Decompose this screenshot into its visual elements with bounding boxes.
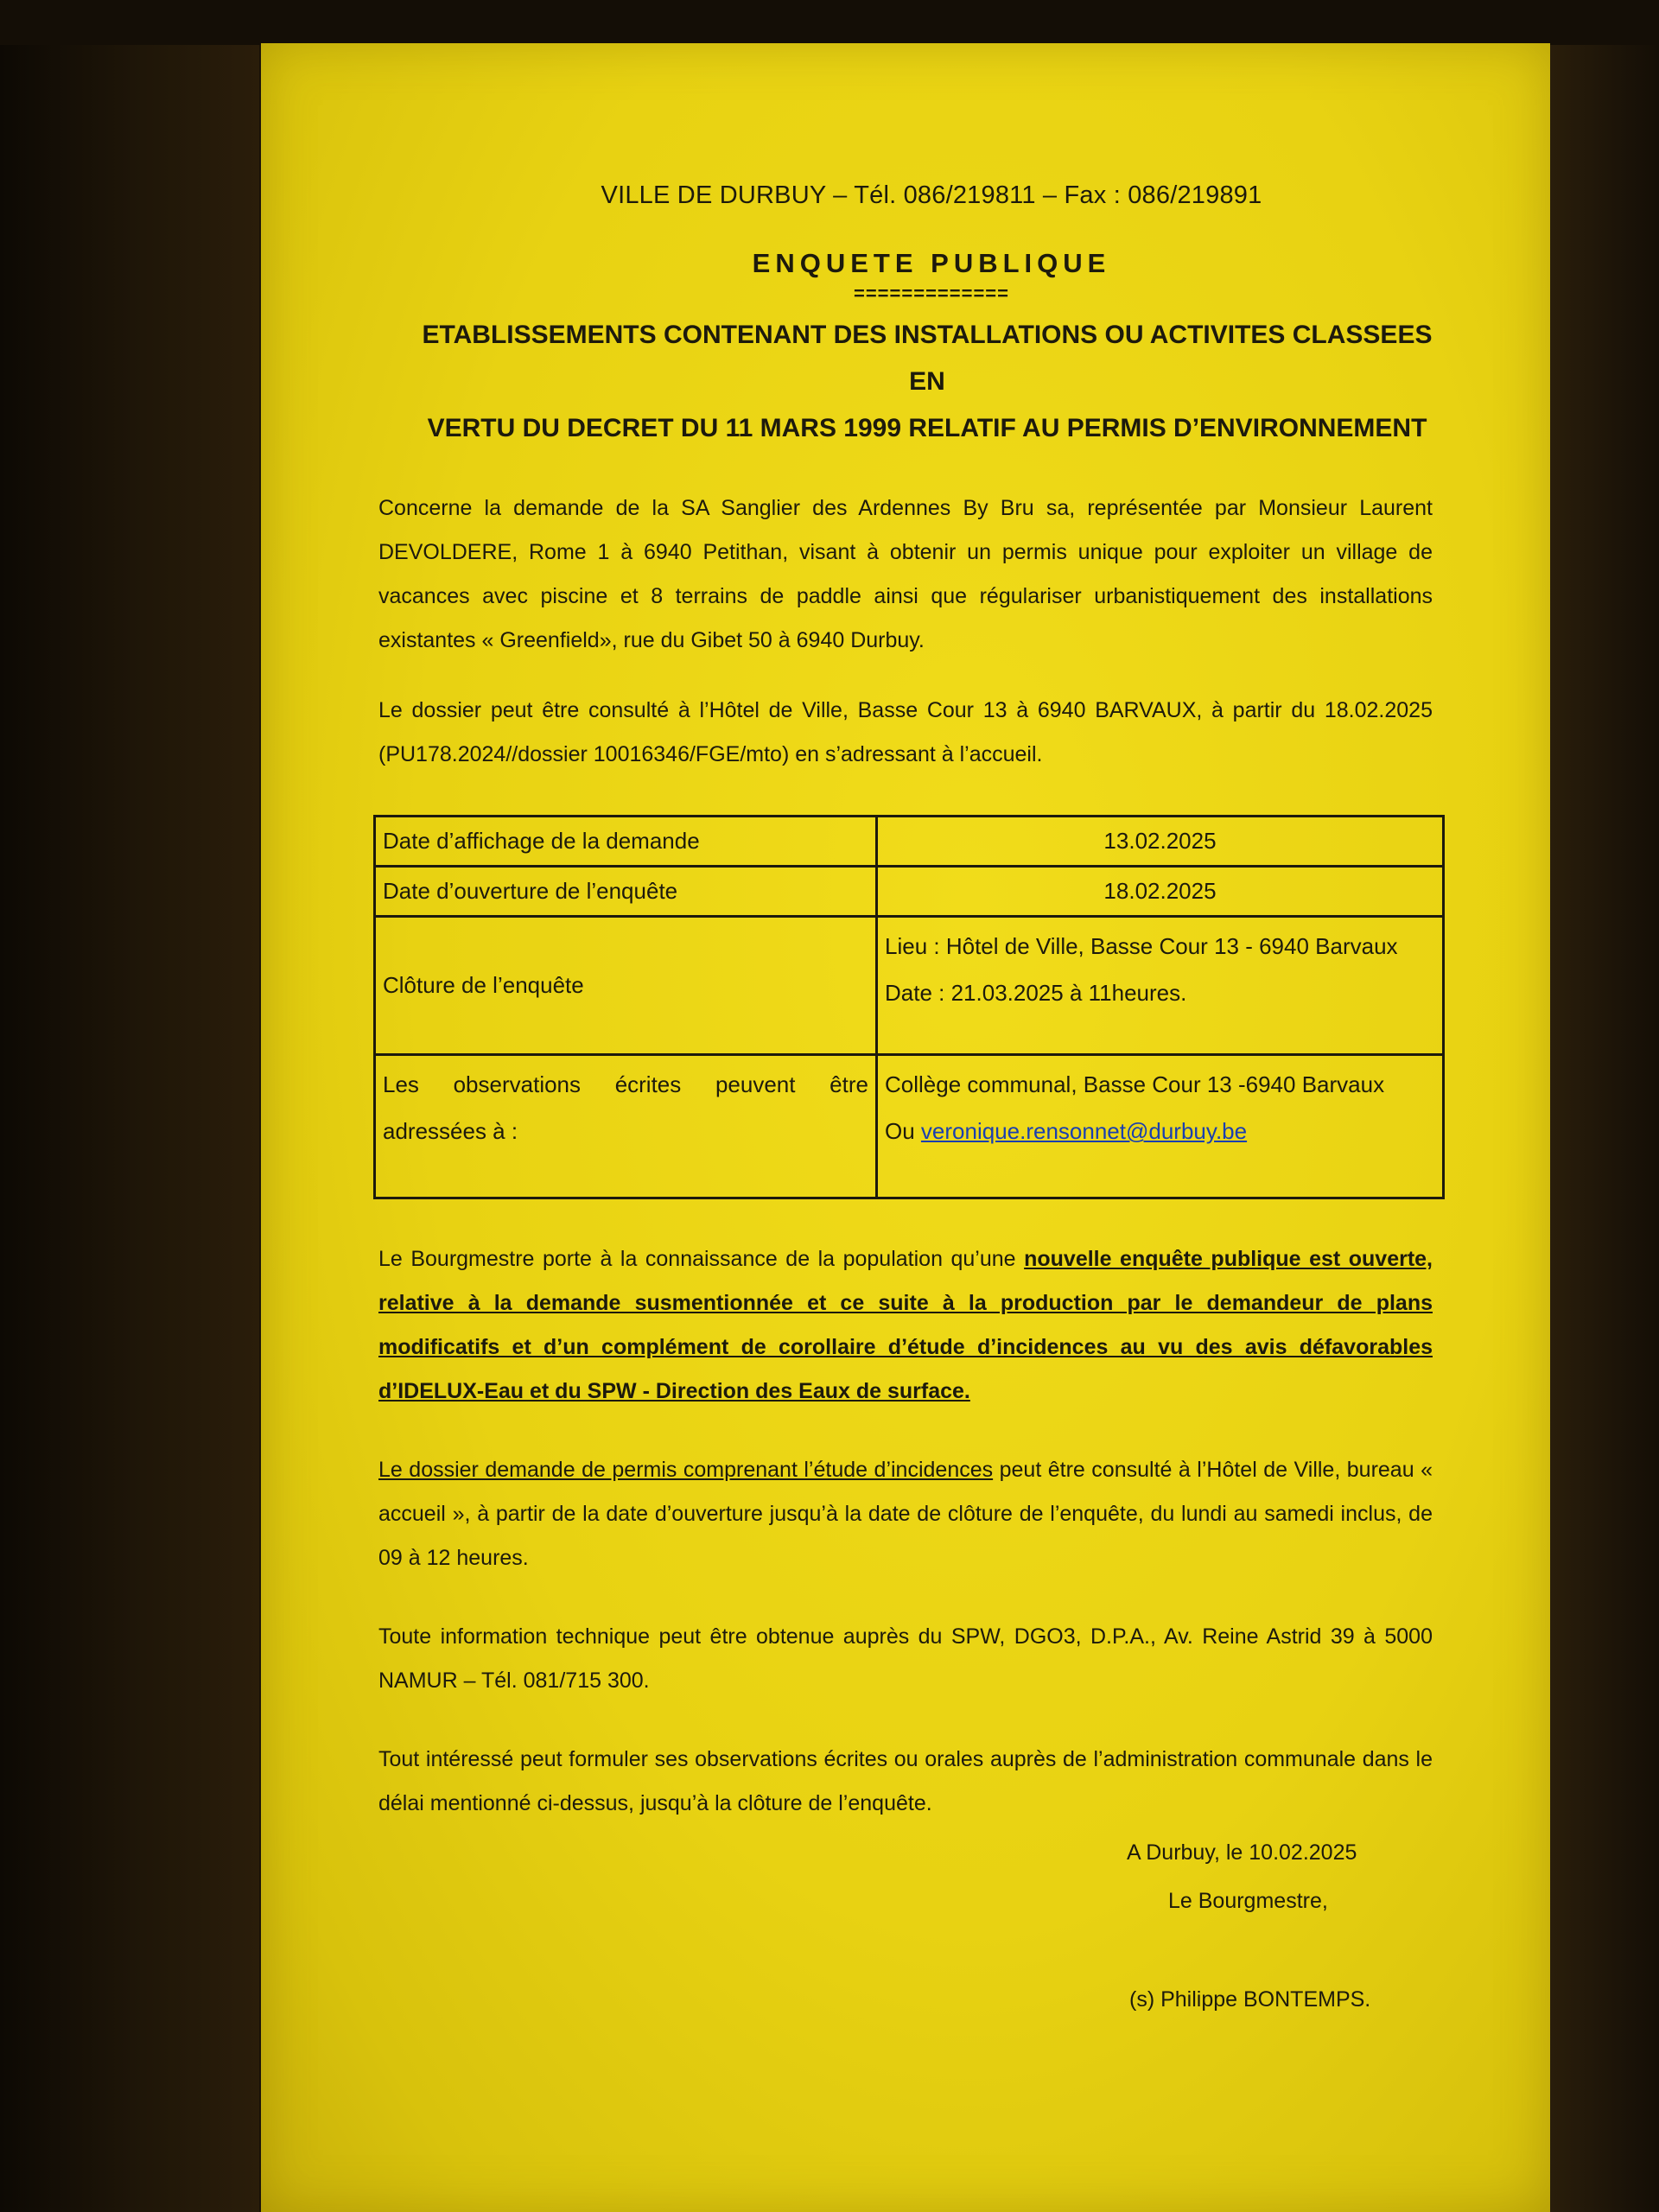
label-word: être	[830, 1071, 868, 1097]
notice-content	[378, 181, 1433, 1826]
email-link[interactable]: veronique.rensonnet@durbuy.be	[920, 1118, 1248, 1144]
permit-dossier-consultation	[378, 1448, 1433, 1580]
bourgmestre-announcement	[378, 1237, 1433, 1414]
signatory-name: (s) Philippe BONTEMPS.	[1129, 1987, 1371, 2012]
email-line	[885, 1108, 1435, 1154]
dark-frame-top	[0, 0, 1659, 45]
subtitle-line-2: VERTU DU DECRET DU 11 MARS 1999 RELATIF AU PERMIS D’ENVIRONNEMENT	[427, 414, 1427, 442]
closing-label: Clôture de l’enquête	[375, 917, 877, 1055]
notice-poster	[261, 43, 1550, 2212]
consult-rest: peut être consulté à l’Hôtel de Ville, bureau « accueil », à partir de la date d’ouverture jusqu’à la date de clôture de l’enquête, du lundi au samedi inclus, de 09 à 12 heures.	[378, 1458, 1433, 1570]
table-row	[375, 867, 1444, 917]
municipality-header: VILLE DE DURBUY – Tél. 086/219811 – Fax : 086/219891	[601, 181, 1262, 209]
opening-date-value: 18.02.2025	[877, 867, 1444, 917]
technical-information: Toute information technique peut être obtenue auprès du SPW, DGO3, D.P.A., Av. Reine Astrid 39 à 5000 NAMUR – Tél. 081/715 300.	[378, 1624, 1433, 1693]
dossier-consultation-info: Le dossier peut être consulté à l’Hôtel de Ville, Basse Cour 13 à 6940 BARVAUX, à partir du 18.02.2025 (PU178.2024//dossier 10016346/FGE/mto) en s’adressant à l’accueil.	[378, 698, 1433, 766]
closing-date: Date : 21.03.2025 à 11heures.	[885, 980, 1187, 1006]
signatory-title: Le Bourgmestre,	[1168, 1889, 1328, 1913]
subtitle-line-1: ETABLISSEMENTS CONTENANT DES INSTALLATIONS OU ACTIVITES CLASSEES EN	[422, 321, 1433, 396]
posting-date-label: Date d’affichage de la demande	[375, 817, 877, 867]
request-description: Concerne la demande de la SA Sanglier des Ardennes By Bru sa, représentée par Monsieur Laurent DEVOLDERE, Rome 1 à 6940 Petithan, visant à obtenir un permis unique pour exploiter un village de vacances avec piscine et 8 terrains de paddle ainsi que régulariser urbanistiquement des installations existantes « Greenfield», rue du Gibet 50 à 6940 Durbuy.	[378, 496, 1433, 652]
notice-title: ENQUETE PUBLIQUE	[752, 248, 1111, 278]
email-prefix: Ou	[885, 1118, 921, 1144]
notice-subtitle	[422, 312, 1433, 452]
observations-label-line-2: adressées à :	[383, 1118, 518, 1144]
announcement-underlined: nouvelle enquête publique est ouverte, relative à la demande susmentionnée et ce suite à la production par le demandeur de plans modificatifs et d’un complément de corollaire d’étude d’incidences au vu des avis défavorables d’IDELUX-Eau et du SPW - Direction des Eaux de surface.	[378, 1247, 1433, 1403]
table-row	[375, 1055, 1444, 1198]
title-separator: =============	[853, 283, 1010, 304]
label-word: écrites	[614, 1071, 682, 1097]
label-word: observations	[453, 1071, 582, 1097]
opening-date-label: Date d’ouverture de l’enquête	[375, 867, 877, 917]
observations-address-label	[375, 1055, 877, 1198]
inquiry-dates-table	[373, 815, 1445, 1199]
observations-paragraph: Tout intéressé peut formuler ses observations écrites ou orales auprès de l’administration communale dans le délai mentionné ci-dessus, jusqu’à la clôture de l’enquête.	[378, 1747, 1433, 1815]
announcement-intro: Le Bourgmestre porte à la connaissance de la population qu’une	[378, 1247, 1025, 1271]
observations-address-value	[877, 1055, 1444, 1198]
place-and-date: A Durbuy, le 10.02.2025	[1127, 1840, 1357, 1865]
table-row	[375, 917, 1444, 1055]
observations-label-line-1	[383, 1061, 868, 1108]
table-row	[375, 817, 1444, 867]
dark-frame-right	[1547, 0, 1659, 2212]
posting-date-value: 13.02.2025	[877, 817, 1444, 867]
closing-value	[877, 917, 1444, 1055]
label-word: peuvent	[715, 1071, 796, 1097]
college-address: Collège communal, Basse Cour 13 -6940 Barvaux	[885, 1071, 1385, 1097]
closing-location: Lieu : Hôtel de Ville, Basse Cour 13 - 6940 Barvaux	[885, 933, 1398, 959]
label-word: Les	[383, 1071, 419, 1097]
dark-frame-left	[0, 0, 259, 2212]
consult-underlined: Le dossier demande de permis comprenant l’étude d’incidences	[378, 1458, 994, 1482]
